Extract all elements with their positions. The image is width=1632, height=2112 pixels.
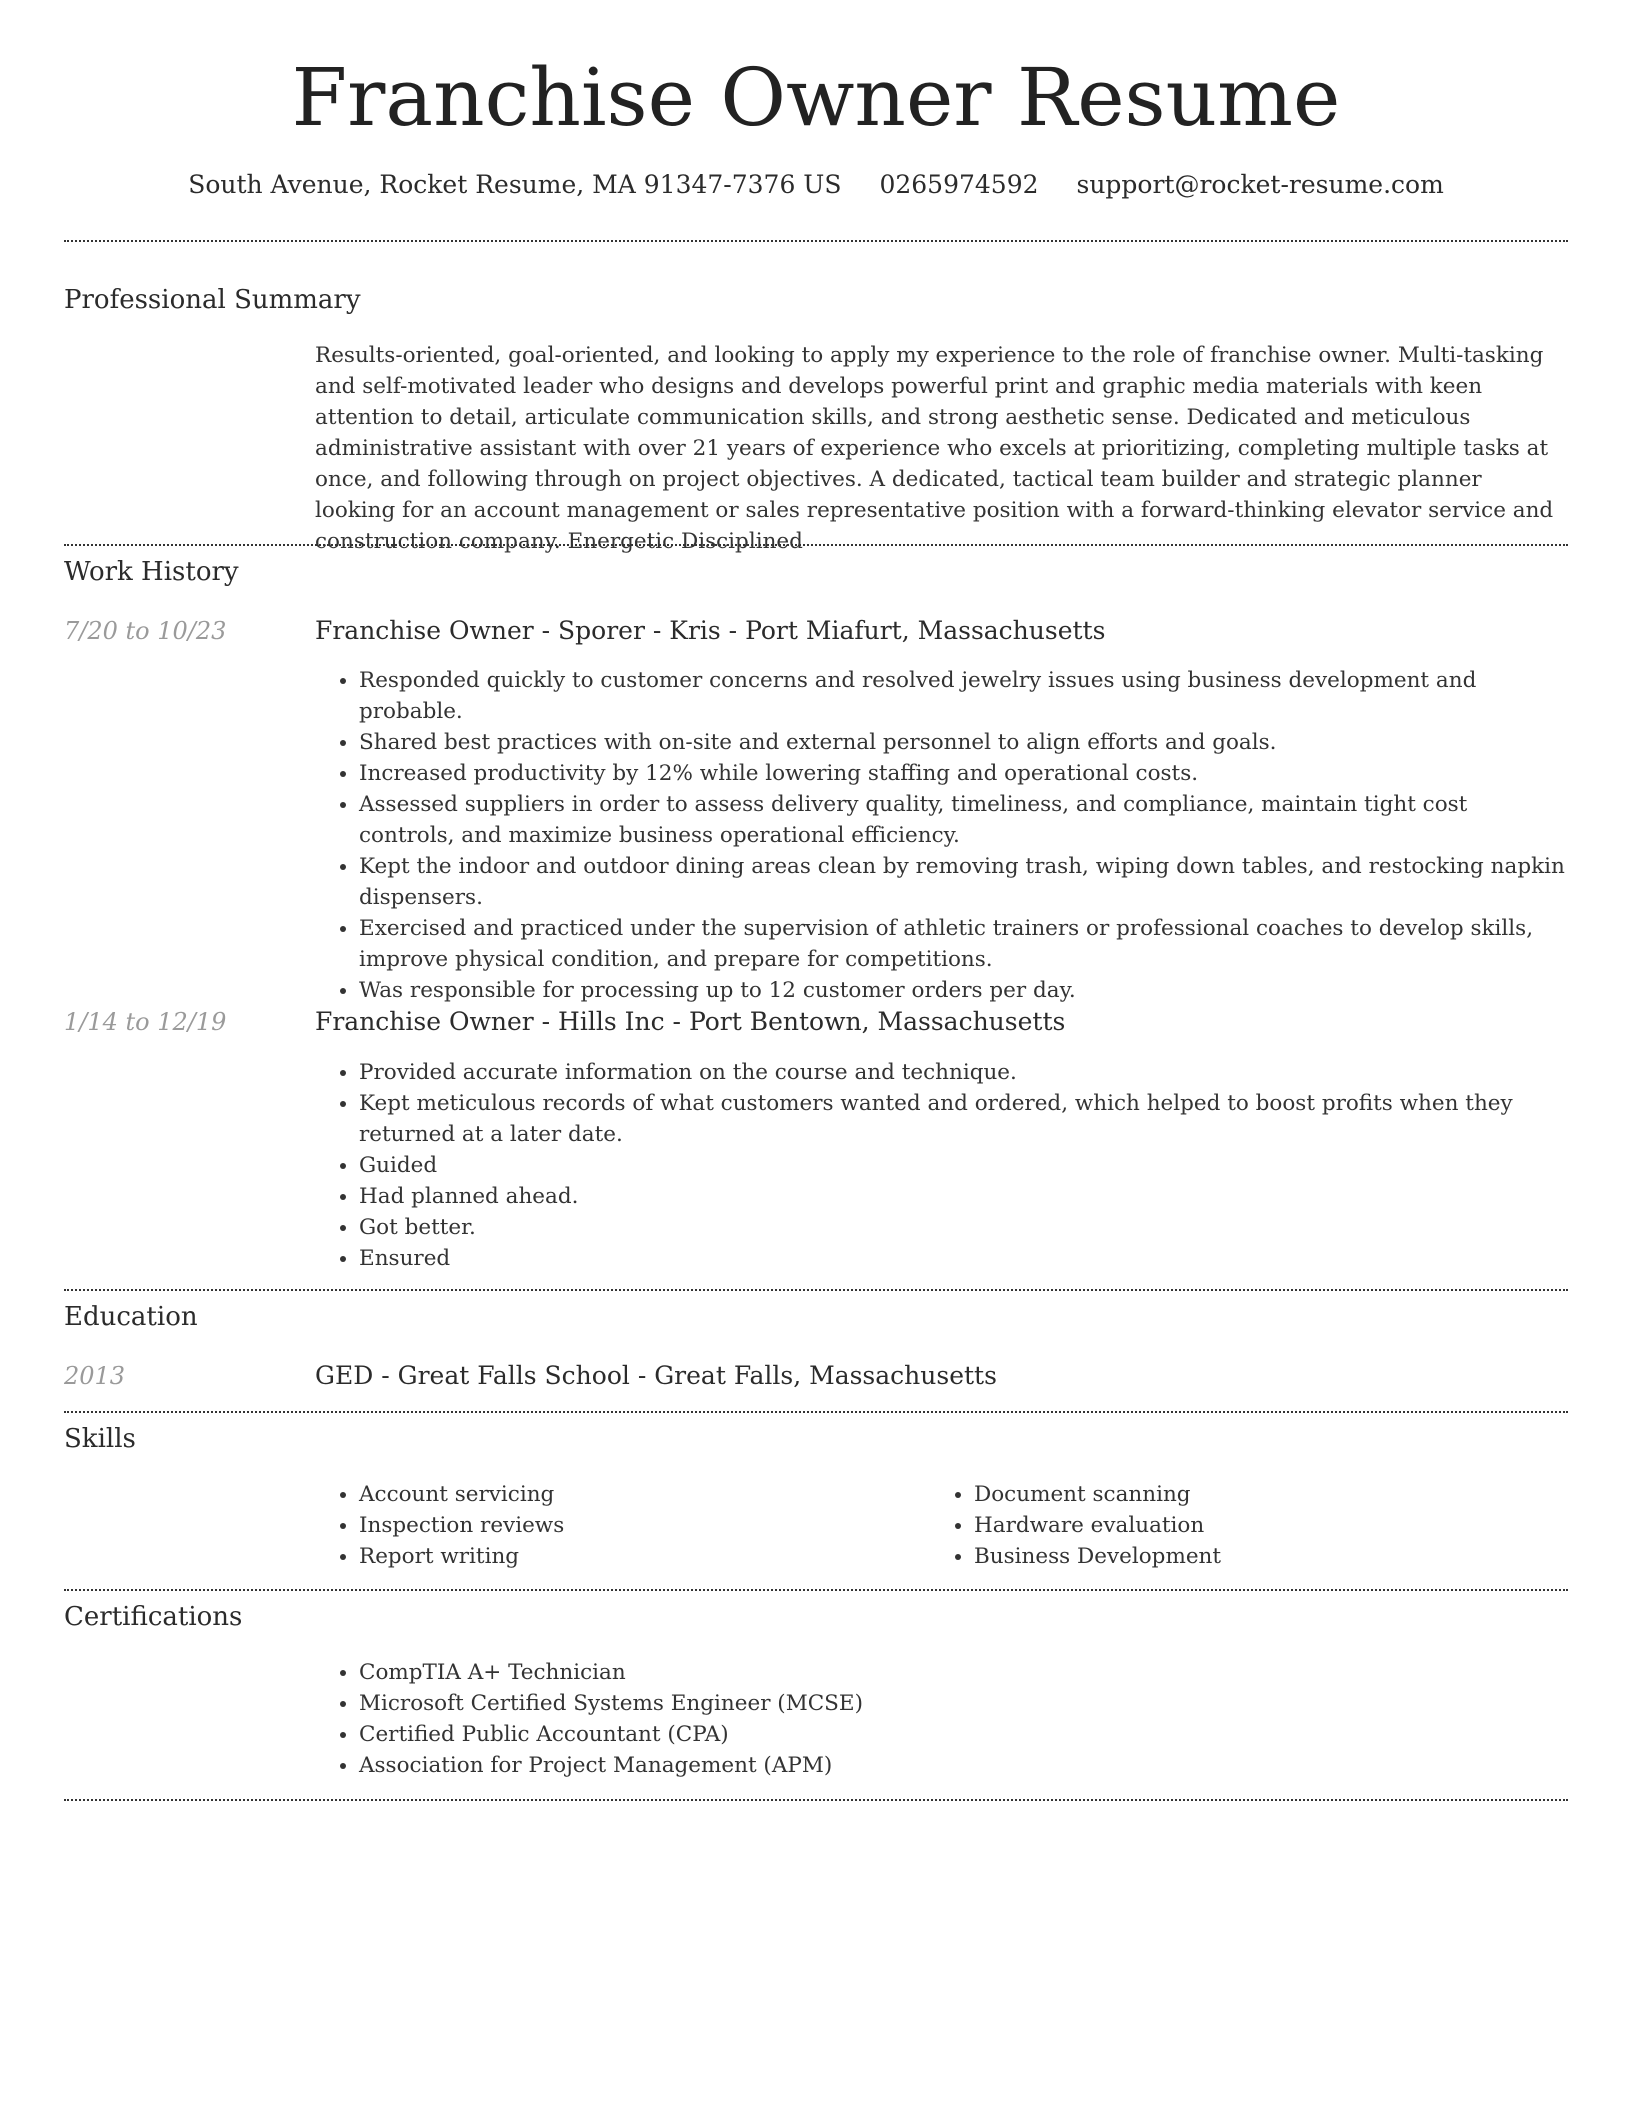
list-item: • Microsoft Certified Systems Engineer (MCSE) [359, 1688, 1565, 1719]
job-dates: 7/20 to 10/23 [64, 617, 227, 645]
section-title-work-history: Work History [64, 557, 239, 587]
contact-address: South Avenue, Rocket Resume, MA 91347-7376 US [188, 170, 842, 199]
education-year: 2013 [64, 1362, 126, 1390]
list-item: • Guided [359, 1150, 1565, 1181]
section-divider [64, 1411, 1568, 1413]
job-title: Franchise Owner - Hills Inc - Port Bentown, Massachusetts [315, 1007, 1066, 1036]
certifications-list [315, 1657, 1565, 1781]
list-item: • Responded quickly to customer concerns and resolved jewelry issues using business development and probable. [359, 665, 1565, 727]
job-dates: 1/14 to 12/19 [64, 1008, 227, 1036]
list-item: • Certified Public Accountant (CPA) [359, 1719, 1565, 1750]
section-title-skills: Skills [64, 1424, 136, 1454]
skills-list-right [930, 1479, 1545, 1572]
list-item: • Hardware evaluation [974, 1510, 1545, 1541]
list-item: • Document scanning [974, 1479, 1545, 1510]
list-item: • Assessed suppliers in order to assess delivery quality, timeliness, and compliance, maintain tight cost controls, and maximize business operational efficiency. [359, 789, 1565, 851]
contact-line [0, 168, 1632, 202]
list-item: • Business Development [974, 1541, 1545, 1572]
list-item: • Exercised and practiced under the supervision of athletic trainers or professional coaches to develop skills, improve physical condition, and prepare for competitions. [359, 913, 1565, 975]
job-title: Franchise Owner - Sporer - Kris - Port Miafurt, Massachusetts [315, 616, 1106, 645]
list-item: • Report writing [359, 1541, 930, 1572]
list-item: • Inspection reviews [359, 1510, 930, 1541]
section-divider [64, 1799, 1568, 1801]
section-divider [64, 544, 1568, 546]
summary-text: Results-oriented, goal-oriented, and looking to apply my experience to the role of franchise owner. Multi-tasking and self-motivated leader who designs and develops powerful print and graphic media materials with keen attention to detail, articulate communication skills, and strong aesthetic sense. Dedicated and meticulous administrative assistant with over 21 years of experience who excels at prioritizing, completing multiple tasks at once, and following through on project objectives. A dedicated, tactical team builder and strategic planner looking for an account management or sales representative position with a forward-thinking elevator service and construction company. Energetic Disciplined [315, 343, 1554, 554]
contact-phone[interactable]: 0265974592 [879, 170, 1039, 199]
section-divider [64, 1589, 1568, 1591]
list-item: • Ensured [359, 1243, 1565, 1274]
list-item: • Shared best practices with on-site and external personnel to align efforts and goals. [359, 727, 1565, 758]
list-item: • Kept meticulous records of what customers wanted and ordered, which helped to boost profits when they returned at a later date. [359, 1088, 1565, 1150]
list-item: • Increased productivity by 12% while lowering staffing and operational costs. [359, 758, 1565, 789]
list-item: • Account servicing [359, 1479, 930, 1510]
job-bullet-list [315, 1057, 1565, 1274]
section-title-certifications: Certifications [64, 1602, 243, 1632]
education-entry: GED - Great Falls School - Great Falls, Massachusetts [315, 1361, 997, 1390]
resume-title: Franchise Owner Resume [291, 51, 1341, 144]
job-bullet-list [315, 665, 1565, 1006]
list-item: • CompTIA A+ Technician [359, 1657, 1565, 1688]
list-item: • Got better. [359, 1212, 1565, 1243]
list-item: • Provided accurate information on the course and technique. [359, 1057, 1565, 1088]
list-item: • Association for Project Management (APM) [359, 1750, 1565, 1781]
section-title-education: Education [64, 1302, 198, 1332]
list-item: • Kept the indoor and outdoor dining areas clean by removing trash, wiping down tables, and restocking napkin dispensers. [359, 851, 1565, 913]
contact-email[interactable]: support@rocket-resume.com [1076, 170, 1444, 199]
list-item: • Had planned ahead. [359, 1181, 1565, 1212]
list-item: • Was responsible for processing up to 12 customer orders per day. [359, 975, 1565, 1006]
skills-list-left [315, 1479, 930, 1572]
section-divider [64, 240, 1568, 242]
section-title-summary: Professional Summary [64, 285, 361, 315]
section-divider [64, 1289, 1568, 1291]
